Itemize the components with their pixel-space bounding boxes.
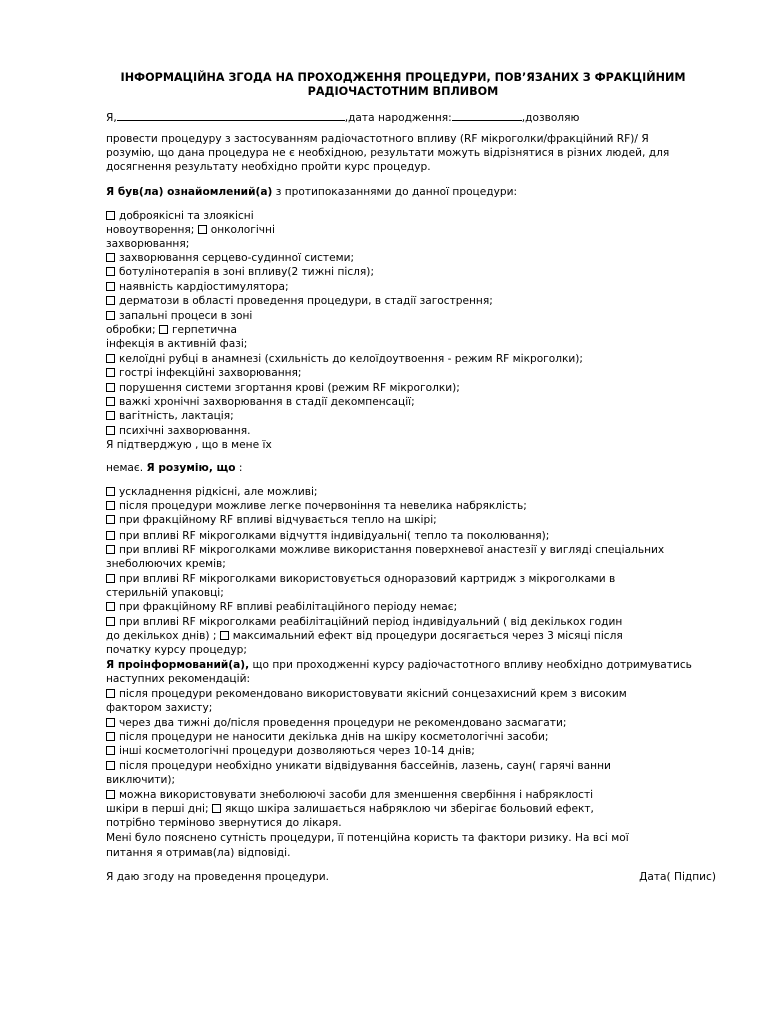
item-text: запальні процеси в зоні — [119, 310, 253, 322]
list-item — [106, 486, 317, 499]
heading-bold: Я проінформований(а), — [106, 659, 250, 671]
title-line-1: ІНФОРМАЦІЙНА ЗГОДА НА ПРОХОДЖЕННЯ ПРОЦЕДУРИ, ПОВ’ЯЗАНИХ З ФРАКЦІЙНИМ — [120, 71, 686, 84]
heading-bold: Я був(ла) ознайомлений(а) — [106, 186, 273, 198]
list-item — [106, 817, 342, 830]
item-text: при впливі RF мікроголками відчуття індивідуальні( тепло та поколювання); — [119, 530, 550, 542]
checkbox[interactable] — [106, 383, 115, 392]
list-item — [106, 688, 627, 701]
list-item — [106, 396, 415, 409]
intro-prefix: Я, — [106, 112, 117, 124]
checkbox[interactable] — [106, 368, 115, 377]
heading-bold: Я розумію, що — [146, 462, 236, 474]
date-signature-label: Дата( Підпис) — [639, 871, 716, 883]
checkbox[interactable] — [106, 602, 115, 611]
intro-line — [106, 111, 579, 125]
list-item — [106, 367, 302, 380]
list-item — [106, 353, 583, 366]
list-item — [106, 410, 234, 423]
list-item — [106, 803, 594, 816]
item-text: при фракційному RF впливі реабілітаційного періоду немає; — [119, 601, 458, 613]
birthdate-blank[interactable] — [452, 111, 522, 121]
confirm-line: Я підтверджую , що в мене їх — [106, 439, 272, 451]
item-text: захворювання; — [106, 238, 190, 250]
recommendations-heading-cont: наступних рекомендацій: — [106, 673, 251, 685]
item-text: при фракційному RF впливі відчувається тепло на шкірі; — [119, 514, 437, 526]
heading-rest: : — [235, 462, 243, 474]
item-text: інфекція в активній фазі; — [106, 338, 248, 350]
item-text: початку курсу процедур; — [106, 644, 247, 656]
list-item — [106, 731, 548, 744]
item-text: при впливі RF мікроголками використовується одноразовий картридж з мікроголками в — [119, 573, 616, 585]
explained-line: питання я отримав(ла) відповіді. — [106, 847, 291, 859]
item-text: після процедури не наносити декілька днів на шкіру косметологічні засоби; — [119, 731, 549, 743]
checkbox[interactable] — [106, 545, 115, 554]
list-item — [106, 702, 212, 715]
checkbox[interactable] — [159, 325, 168, 334]
recommendations-heading — [106, 659, 692, 672]
checkbox[interactable] — [106, 746, 115, 755]
item-text: ботулінотерапія в зоні впливу(2 тижні після); — [119, 266, 375, 278]
checkbox[interactable] — [106, 790, 115, 799]
list-item — [106, 224, 275, 237]
checkbox[interactable] — [106, 689, 115, 698]
checkbox[interactable] — [106, 617, 115, 626]
intro-mid: ,дата народження: — [344, 112, 452, 124]
list-item — [106, 573, 615, 586]
item-text: обробки; — [106, 324, 156, 336]
list-item — [106, 774, 175, 787]
list-item — [106, 281, 289, 294]
checkbox[interactable] — [106, 411, 115, 420]
title-line-2: РАДІОЧАСТОТНИМ ВПЛИВОМ — [307, 85, 499, 98]
item-text: захворювання серцево-судинної системи; — [119, 252, 355, 264]
item-text: доброякісні та злоякісні — [119, 210, 254, 222]
item-text: новоутворення; — [106, 224, 195, 236]
item-text: онкологічні — [210, 224, 275, 236]
list-item — [106, 238, 189, 251]
checkbox[interactable] — [106, 515, 115, 524]
list-item — [106, 745, 475, 758]
item-text: при впливі RF мікроголками можливе використання поверхневої анастезії у вигляді спеціальних — [119, 544, 665, 556]
item-text: знеболюючих кремів; — [106, 558, 226, 570]
checkbox[interactable] — [106, 531, 115, 540]
checkbox[interactable] — [212, 804, 221, 813]
list-item — [106, 382, 460, 395]
item-text: вагітність, лактація; — [119, 410, 234, 422]
checkbox[interactable] — [220, 631, 229, 640]
item-text: після процедури рекомендовано використовувати якісний сонцезахисний крем з високим — [119, 688, 627, 700]
heading-rest: з протипоказаннями до данної процедури: — [272, 186, 518, 198]
item-text: максимальний ефект від процедури досягається через 3 місяці після — [232, 630, 623, 642]
item-text: порушення системи згортання крові (режим RF мікроголки); — [119, 382, 460, 394]
item-text: герпетична — [171, 324, 237, 336]
item-text: до декількох днів) ; — [106, 630, 217, 642]
checkbox[interactable] — [106, 732, 115, 741]
checkbox[interactable] — [106, 311, 115, 320]
intro-suffix: ,дозволяю — [521, 112, 580, 124]
item-text: стерильній упаковці; — [106, 587, 224, 599]
list-item — [106, 310, 252, 323]
list-item — [106, 601, 457, 614]
checkbox[interactable] — [106, 296, 115, 305]
list-item — [106, 252, 354, 265]
heading-rest: що при проходженні курсу радіочастотного впливу необхідно дотримуватись — [249, 659, 692, 671]
checkbox[interactable] — [106, 487, 115, 496]
item-text: при впливі RF мікроголками реабілітаційний період індивідуальний ( від декількох годин — [119, 616, 623, 628]
list-item — [106, 630, 623, 643]
item-text: якщо шкіра залишається набряклою чи зберігає больовий ефект, — [224, 803, 594, 815]
checkbox[interactable] — [106, 267, 115, 276]
explained-line: Мені було пояснено сутність процедури, її потенційна користь та фактори ризику. На всі мої — [106, 832, 629, 844]
item-text: шкіри в перші дні; — [106, 803, 209, 815]
checkbox[interactable] — [106, 354, 115, 363]
list-item — [106, 324, 237, 337]
list-item — [106, 717, 566, 730]
checkbox[interactable] — [106, 211, 115, 220]
item-text: дерматози в області проведення процедури, в стадії загострення; — [119, 295, 493, 307]
checkbox[interactable] — [106, 253, 115, 262]
item-text: наявність кардіостимулятора; — [119, 281, 289, 293]
understand-heading — [106, 462, 242, 475]
document-title — [100, 71, 706, 99]
list-item — [106, 587, 224, 600]
list-item — [106, 295, 493, 308]
list-item — [106, 530, 549, 543]
list-item — [106, 616, 622, 629]
list-item — [106, 266, 374, 279]
consent-line: Я даю згоду на проведення процедури. — [106, 871, 330, 883]
checkbox[interactable] — [106, 426, 115, 435]
item-text: ускладнення рідкісні, але можливі; — [119, 486, 318, 498]
checkbox[interactable] — [106, 761, 115, 770]
item-text: фактором захисту; — [106, 702, 213, 714]
list-item — [106, 760, 611, 773]
para1-line: розумію, що дана процедура не є необхідною, результати можуть відрізнятися в різних людей, для — [106, 147, 670, 159]
item-text: важкі хронічні захворювання в стадії декомпенсації; — [119, 396, 415, 408]
item-text: через два тижні до/після проведення процедури не рекомендовано засмагати; — [119, 717, 567, 729]
item-text: виключити); — [106, 774, 176, 786]
item-text: інші косметологічні процедури дозволяються через 10-14 днів; — [119, 745, 475, 757]
checkbox[interactable] — [106, 501, 115, 510]
list-item — [106, 789, 593, 802]
checkbox[interactable] — [106, 574, 115, 583]
item-text: келоїдні рубці в анамнезі (схильність до келоїдоутвоення - режим RF мікроголки); — [119, 353, 583, 365]
item-text: після процедури можливе легке почервоніння та невелика набряклість; — [119, 500, 527, 512]
item-text: гострі інфекційні захворювання; — [119, 367, 302, 379]
heading-pre: немає. — [106, 462, 147, 474]
list-item — [106, 338, 247, 351]
list-item — [106, 644, 247, 657]
checkbox[interactable] — [106, 282, 115, 291]
checkbox[interactable] — [198, 225, 207, 234]
list-item — [106, 544, 664, 557]
list-item — [106, 500, 527, 513]
item-text: потрібно терміново звернутися до лікаря. — [106, 817, 342, 829]
item-text: психічні захворювання. — [119, 425, 251, 437]
item-text: можна використовувати знеболюючі засоби для зменшення свербіння і набряклості — [119, 789, 594, 801]
contraindications-heading — [106, 186, 517, 199]
para1-line: провести процедуру з застосуванням радіочастотного впливу (RF мікроголки/фракційний RF)/ Я — [106, 133, 649, 145]
list-item — [106, 210, 254, 223]
name-blank[interactable] — [117, 111, 345, 121]
list-item — [106, 425, 250, 438]
list-item — [106, 558, 226, 571]
checkbox[interactable] — [106, 397, 115, 406]
item-text: після процедури необхідно уникати відвідування бассейнів, лазень, саун( гарячі ванни — [119, 760, 611, 772]
checkbox[interactable] — [106, 718, 115, 727]
list-item — [106, 514, 437, 527]
para1-line: досягнення результату необхідно пройти курс процедур. — [106, 161, 431, 173]
